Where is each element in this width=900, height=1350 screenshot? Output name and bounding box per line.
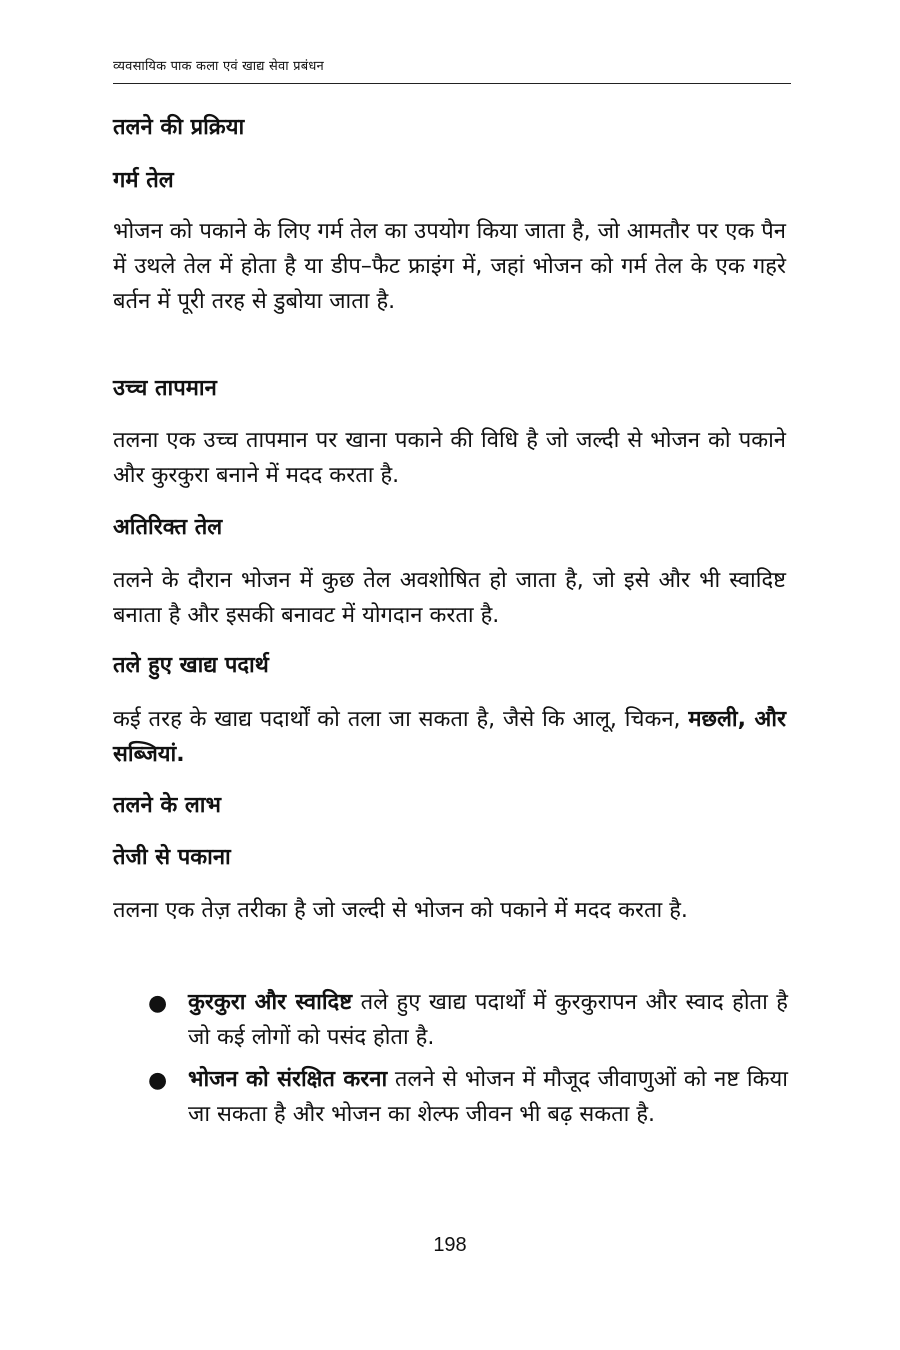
page-number: 198	[433, 1234, 467, 1256]
fried-foods-bold-text: मछली, और सब्जियां.	[113, 707, 786, 767]
running-header: व्यवसायिक पाक कला एवं खाद्य सेवा प्रबंधन	[113, 59, 324, 74]
paragraph-extra-oil: तलने के दौरान भोजन में कुछ तेल अवशोषित हो जाता है, जो इसे और भी स्वादिष्ट बनाता है और इसकी बनावट में योगदान करता है.	[113, 568, 786, 628]
fried-foods-text: कई तरह के खाद्य पदार्थों को तला जा सकता है, जैसे कि आलू, चिकन,	[113, 707, 681, 732]
bullet-marker: ●	[148, 991, 168, 1016]
paragraph-fast-cooking: तलना एक तेज़ तरीका है जो जल्दी से भोजन को पकाने में मदद करता है.	[113, 898, 688, 923]
bullet-item	[148, 985, 788, 1057]
bullet-bold-label: कुरकुरा और स्वादिष्ट	[188, 990, 353, 1015]
bullet-description: तले हुए खाद्य पदार्थों में कुरकुरापन और स्वाद होता है जो कई लोगों को पसंद होता है.	[188, 990, 788, 1050]
paragraph-fried-foods	[113, 702, 786, 772]
heading-frying-process: तलने की प्रक्रिया	[113, 115, 245, 140]
heading-hot-oil: गर्म तेल	[113, 168, 174, 193]
paragraph-hot-oil: भोजन को पकाने के लिए गर्म तेल का उपयोग किया जाता है, जो आमतौर पर एक पैन में उथले तेल में होता है या डीप–फैट फ्राइंग में, जहां भोजन को गर्म तेल के एक गहरे बर्तन में पूरी तरह से डुबोया जाता है.	[113, 219, 786, 314]
bullet-text	[188, 1062, 788, 1132]
bullet-bold-label: भोजन को संरक्षित करना	[188, 1067, 388, 1092]
bullet-item	[148, 1062, 788, 1170]
heading-high-temperature: उच्च तापमान	[113, 376, 217, 401]
bullet-text	[188, 985, 788, 1055]
header-rule	[113, 83, 791, 84]
heading-benefits: तलने के लाभ	[113, 793, 221, 818]
bullet-description: तलने से भोजन में मौजूद जीवाणुओं को नष्ट किया जा सकता है और भोजन का शेल्फ जीवन भी बढ़ सकता है.	[188, 1067, 788, 1127]
bullet-marker: ●	[148, 1068, 168, 1093]
heading-fried-foods: तले हुए खाद्य पदार्थ	[113, 653, 269, 678]
heading-extra-oil: अतिरिक्त तेल	[113, 515, 223, 540]
paragraph-high-temperature: तलना एक उच्च तापमान पर खाना पकाने की विधि है जो जल्दी से भोजन को पकाने और कुरकुरा बनाने में मदद करता है.	[113, 428, 786, 488]
heading-fast-cooking: तेजी से पकाना	[113, 845, 231, 870]
